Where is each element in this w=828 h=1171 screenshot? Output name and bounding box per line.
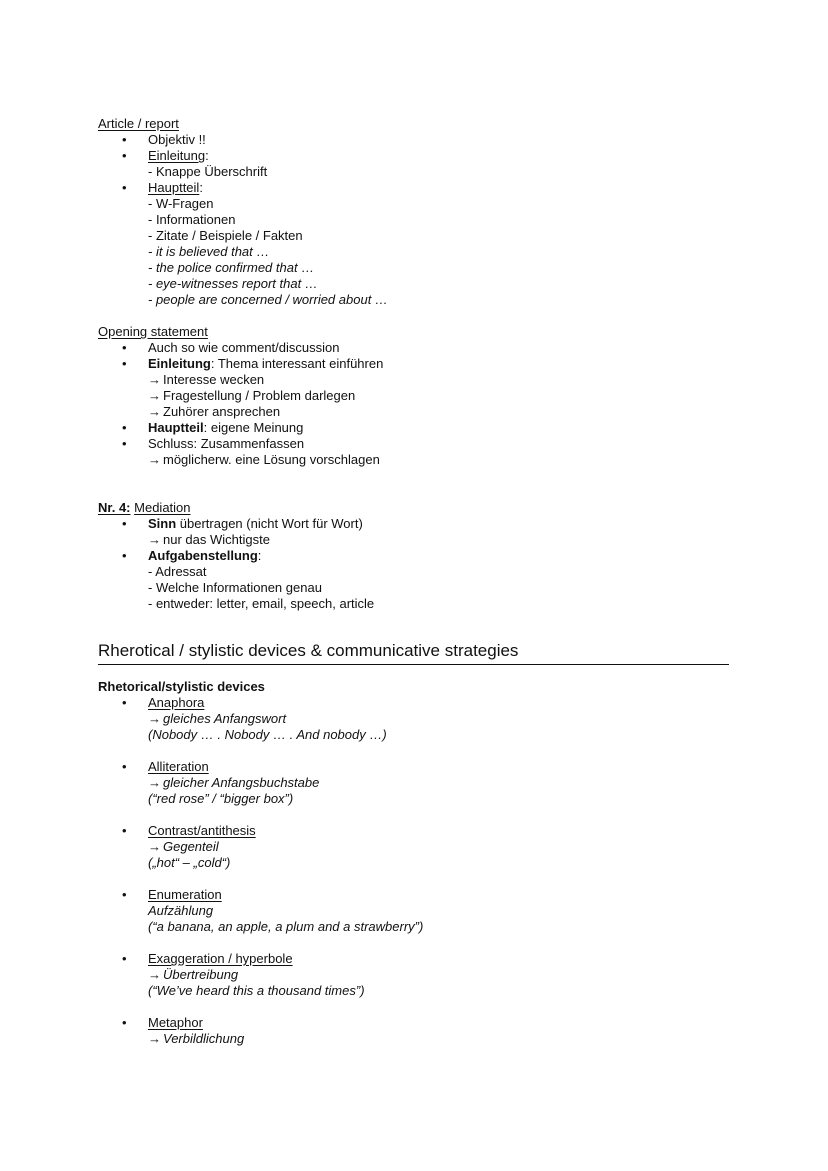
device-desc: → Gegenteil bbox=[148, 839, 219, 854]
opening-bullet-schluss: • Schluss: Zusammenfassen bbox=[98, 436, 738, 452]
device-example: (“red rose” / “bigger box”) bbox=[148, 791, 294, 806]
article-einleitung-sub: - Knappe Überschrift bbox=[148, 164, 268, 179]
arrow-icon: → bbox=[148, 452, 161, 467]
device-name: • Alliteration bbox=[98, 759, 738, 775]
device-desc: → Verbildlichung bbox=[148, 1031, 245, 1046]
article-hauptteil-sub: - Zitate / Beispiele / Fakten bbox=[148, 228, 303, 243]
opening-bullet-hauptteil: • Hauptteil: eigene Meinung bbox=[98, 420, 738, 436]
mediation-sinn-sub: → nur das Wichtigste bbox=[148, 532, 270, 547]
opening-einleitung-sub: → Fragestellung / Problem darlegen bbox=[148, 388, 356, 403]
article-hauptteil-sub: - Informationen bbox=[148, 212, 236, 227]
arrow-icon: → bbox=[148, 967, 161, 982]
device-name: • Enumeration bbox=[98, 887, 738, 903]
arrow-icon: → bbox=[148, 711, 161, 726]
device-example: (“We’ve heard this a thousand times”) bbox=[148, 983, 365, 998]
device-desc: Aufzählung bbox=[148, 903, 214, 918]
devices-subheading: Rhetorical/stylistic devices bbox=[98, 679, 265, 694]
device-example: (“a banana, an apple, a plum and a strawberry”) bbox=[148, 919, 424, 934]
device-example: („hot“ – „cold“) bbox=[148, 855, 231, 870]
arrow-icon: → bbox=[148, 1031, 161, 1046]
article-bullet-hauptteil: • Hauptteil: bbox=[98, 180, 738, 196]
mediation-aufgaben-sub: - Welche Informationen genau bbox=[148, 580, 322, 595]
opening-einleitung-sub: → Interesse wecken bbox=[148, 372, 265, 387]
arrow-icon: → bbox=[148, 532, 161, 547]
article-hauptteil-phrase: - the police confirmed that … bbox=[148, 260, 315, 275]
device-name: • Exaggeration / hyperbole bbox=[98, 951, 738, 967]
opening-schluss-sub: → möglicherw. eine Lösung vorschlagen bbox=[148, 452, 380, 467]
mediation-bullet-aufgabenstellung: • Aufgabenstellung: bbox=[98, 548, 738, 564]
arrow-icon: → bbox=[148, 839, 161, 854]
arrow-icon: → bbox=[148, 775, 161, 790]
device-desc: → gleiches Anfangswort bbox=[148, 711, 287, 726]
article-hauptteil-phrase: - eye-witnesses report that … bbox=[148, 276, 318, 291]
article-bullet-einleitung: • Einleitung: bbox=[98, 148, 738, 164]
opening-bullet-auch: • Auch so wie comment/discussion bbox=[98, 340, 738, 356]
mediation-aufgaben-sub: - entweder: letter, email, speech, article bbox=[148, 596, 375, 611]
arrow-icon: → bbox=[148, 372, 161, 387]
arrow-icon: → bbox=[148, 388, 161, 403]
mediation-bullet-sinn: • Sinn übertragen (nicht Wort für Wort) bbox=[98, 516, 738, 532]
article-hauptteil-phrase: - it is believed that … bbox=[148, 244, 270, 259]
opening-einleitung-sub: → Zuhörer ansprechen bbox=[148, 404, 281, 419]
article-hauptteil-sub: - W-Fragen bbox=[148, 196, 214, 211]
opening-bullet-einleitung: • Einleitung: Thema interessant einführen bbox=[98, 356, 738, 372]
article-section-title: Article / report bbox=[98, 116, 179, 131]
device-desc: → gleicher Anfangsbuchstabe bbox=[148, 775, 320, 790]
device-example: (Nobody … . Nobody … . And nobody …) bbox=[148, 727, 387, 742]
device-desc: → Übertreibung bbox=[148, 967, 239, 982]
device-name: • Contrast/antithesis bbox=[98, 823, 738, 839]
article-hauptteil-phrase: - people are concerned / worried about … bbox=[148, 292, 388, 307]
article-bullet-objektiv: • Objektiv !! bbox=[98, 132, 738, 148]
document-page bbox=[98, 116, 738, 1047]
device-name: • Anaphora bbox=[98, 695, 738, 711]
mediation-section-title: Nr. 4: Mediation bbox=[98, 500, 191, 515]
arrow-icon: → bbox=[148, 404, 161, 419]
device-name: • Metaphor bbox=[98, 1015, 738, 1031]
devices-heading: Rherotical / stylistic devices & communicative strategies bbox=[98, 640, 729, 665]
opening-section-title: Opening statement bbox=[98, 324, 208, 339]
mediation-aufgaben-sub: - Adressat bbox=[148, 564, 207, 579]
